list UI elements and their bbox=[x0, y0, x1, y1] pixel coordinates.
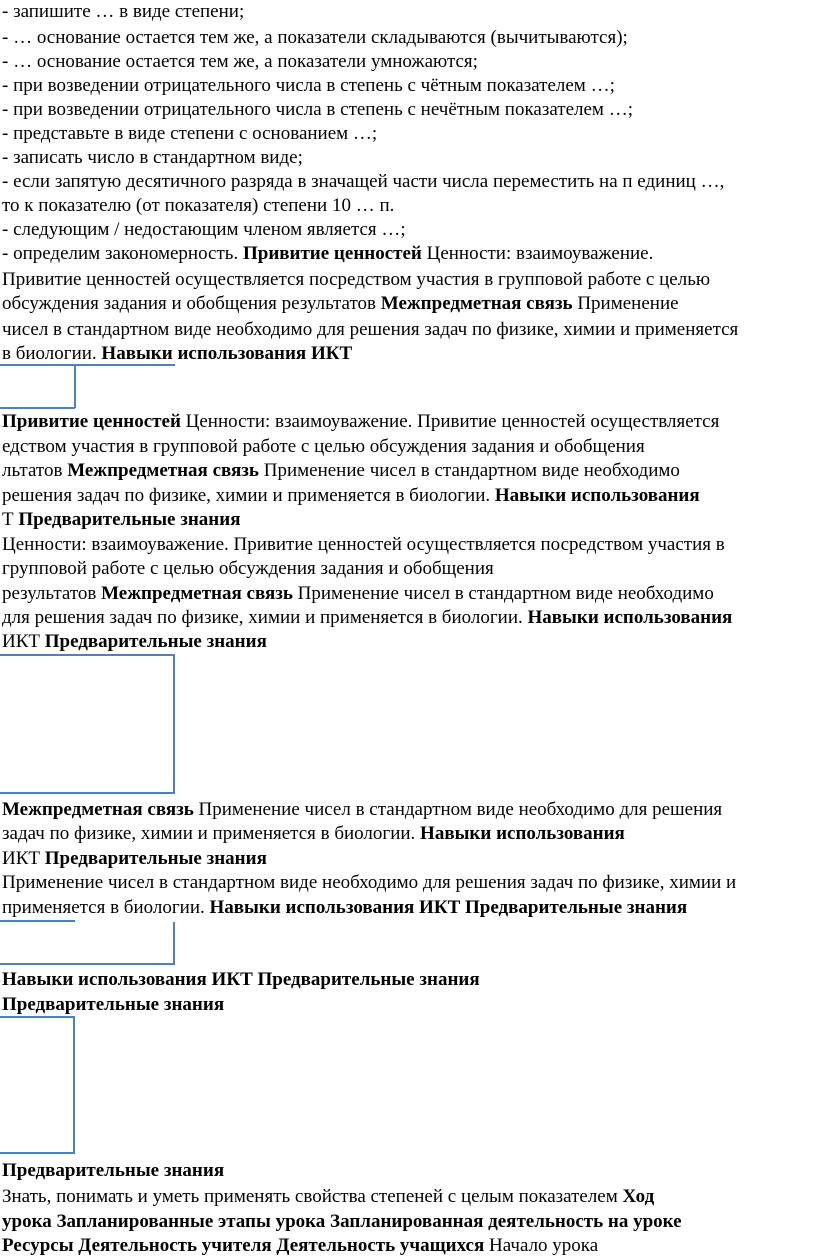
bold-text: Предварительные знания bbox=[2, 1160, 225, 1181]
text-line bbox=[2, 1185, 654, 1209]
text-segment: Начало урока bbox=[484, 1235, 599, 1256]
text-line bbox=[2, 822, 625, 846]
bold-text: Навыки использования bbox=[494, 485, 700, 506]
text-line bbox=[2, 268, 710, 292]
text-line bbox=[2, 582, 714, 606]
text-segment: групповой работе с целью обсуждения задания и обобщения bbox=[2, 558, 494, 579]
blue-rule bbox=[0, 364, 175, 366]
bold-text: Ресурсы Деятельность учителя Деятельность учащихся bbox=[2, 1235, 485, 1256]
text-line bbox=[2, 1159, 224, 1183]
text-line bbox=[2, 435, 645, 459]
text-segment: - при возведении отрицательного числа в степень с нечётным показателем …; bbox=[2, 99, 633, 120]
text-segment: то к показателю (от показателя) степени 10 … п. bbox=[2, 195, 395, 216]
text-segment: Привитие ценностей осуществляется посредством участия в групповой работе с целью bbox=[2, 269, 711, 290]
blue-rule bbox=[0, 1152, 75, 1154]
text-line bbox=[2, 0, 244, 24]
text-segment: решения задач по физике, химии и применяется в биологии. bbox=[2, 485, 495, 506]
blue-rule bbox=[173, 922, 175, 964]
text-line bbox=[2, 98, 633, 122]
text-segment: едством участия в групповой работе с целью обсуждения задания и обобщения bbox=[2, 436, 645, 457]
bold-text: Предварительные знания bbox=[2, 994, 225, 1015]
text-segment: Применение чисел в стандартном виде необходимо bbox=[258, 460, 680, 481]
bold-text: Навыки использования bbox=[527, 607, 733, 628]
text-segment: Применение чисел в стандартном виде необходимо для решения задач по физике, химии и bbox=[2, 872, 737, 893]
bold-text: Межпредметная связь bbox=[101, 583, 293, 604]
text-line bbox=[2, 993, 224, 1017]
bold-text: Межпредметная связь bbox=[67, 460, 259, 481]
text-line bbox=[2, 318, 738, 342]
bold-text: Навыки использования bbox=[420, 823, 625, 844]
text-segment: - … основание остается тем же, а показатели умножаются; bbox=[2, 51, 478, 72]
text-segment: Применение bbox=[572, 293, 679, 314]
text-line bbox=[2, 218, 406, 242]
blue-rule bbox=[0, 654, 175, 656]
bold-text: Предварительные знания bbox=[44, 848, 267, 869]
text-line bbox=[2, 146, 303, 170]
text-segment: - запишите … в виде степени; bbox=[2, 1, 245, 22]
bold-text: Межпредметная связь bbox=[380, 293, 573, 314]
text-segment: Применение чисел в стандартном виде необходимо для решения bbox=[193, 799, 723, 820]
text-line bbox=[2, 459, 680, 483]
text-segment: - … основание остается тем же, а показатели складываются (вычитываются); bbox=[2, 27, 628, 48]
text-line bbox=[2, 871, 736, 895]
blue-rule bbox=[0, 1016, 75, 1018]
text-segment: Ценности: взаимоуважение. Привитие ценностей осуществляется посредством участия в bbox=[2, 534, 725, 555]
text-segment: чисел в стандартном виде необходимо для решения задач по физике, химии и применяется bbox=[2, 319, 739, 340]
text-segment: - если запятую десятичного разряда в значащей части числа переместить на п единиц …, bbox=[2, 171, 725, 192]
blue-rule bbox=[173, 654, 175, 794]
text-line bbox=[2, 50, 478, 74]
text-segment: Т bbox=[2, 509, 19, 530]
bold-text: Предварительные знания bbox=[44, 631, 267, 652]
text-line bbox=[2, 242, 653, 266]
bold-text: Межпредметная связь bbox=[2, 799, 194, 820]
text-line bbox=[2, 630, 267, 654]
text-segment: ИКТ bbox=[2, 848, 45, 869]
blue-rule bbox=[0, 792, 175, 794]
blue-rule bbox=[0, 963, 175, 965]
text-line bbox=[2, 74, 615, 98]
text-line bbox=[2, 508, 240, 532]
blue-rule bbox=[0, 920, 75, 922]
text-line bbox=[2, 292, 679, 316]
text-segment: - представьте в виде степени с основанием …; bbox=[2, 123, 378, 144]
text-segment: Ценности: взаимоуважение. Привитие ценностей осуществляется bbox=[180, 411, 720, 432]
text-segment: льтатов bbox=[2, 460, 68, 481]
text-line bbox=[2, 896, 687, 920]
text-segment: в биологии. bbox=[2, 343, 102, 364]
text-line bbox=[2, 170, 724, 194]
text-segment: обсуждения задания и обобщения результатов bbox=[2, 293, 381, 314]
text-segment: - записать число в стандартном виде; bbox=[2, 147, 303, 168]
text-segment: ИКТ bbox=[2, 631, 45, 652]
text-segment: Знать, понимать и уметь применять свойства степеней с целым показателем bbox=[2, 1186, 623, 1207]
text-line bbox=[2, 606, 732, 630]
text-line bbox=[2, 484, 700, 508]
text-line bbox=[2, 1234, 598, 1258]
text-segment: Применение чисел в стандартном виде необходимо bbox=[292, 583, 714, 604]
text-segment: задач по физике, химии и применяется в биологии. bbox=[2, 823, 421, 844]
bold-text: Привитие ценностей bbox=[2, 411, 181, 432]
text-segment: - определим закономерность. bbox=[2, 243, 243, 264]
bold-text: Ход bbox=[622, 1186, 655, 1207]
text-line bbox=[2, 533, 725, 557]
text-segment: Ценности: взаимоуважение. bbox=[421, 243, 654, 264]
text-line bbox=[2, 1210, 682, 1234]
text-segment: применяется в биологии. bbox=[2, 897, 210, 918]
bold-text: Навыки использования ИКТ Предварительные знания bbox=[209, 897, 688, 918]
text-line bbox=[2, 26, 628, 50]
text-segment: для решения задач по физике, химии и применяется в биологии. bbox=[2, 607, 528, 628]
text-segment: - следующим / недостающим членом является …; bbox=[2, 219, 406, 240]
bold-text: Навыки использования ИКТ Предварительные знания bbox=[2, 969, 480, 990]
text-line bbox=[2, 342, 352, 366]
bold-text: Навыки использования ИКТ bbox=[101, 343, 353, 364]
bold-text: Привитие ценностей bbox=[242, 243, 422, 264]
text-segment: - при возведении отрицательного числа в степень с чётным показателем …; bbox=[2, 75, 615, 96]
text-line bbox=[2, 847, 267, 871]
text-line bbox=[2, 410, 719, 434]
text-segment: результатов bbox=[2, 583, 102, 604]
text-line bbox=[2, 798, 722, 822]
text-line bbox=[2, 122, 377, 146]
blue-rule bbox=[0, 407, 75, 409]
bold-text: урока Запланированные этапы урока Запланированная деятельность на уроке bbox=[2, 1211, 682, 1232]
bold-text: Предварительные знания bbox=[18, 509, 241, 530]
text-line bbox=[2, 968, 480, 992]
blue-rule bbox=[73, 1016, 75, 1154]
text-line bbox=[2, 194, 394, 218]
text-line bbox=[2, 557, 494, 581]
blue-rule bbox=[74, 364, 76, 408]
